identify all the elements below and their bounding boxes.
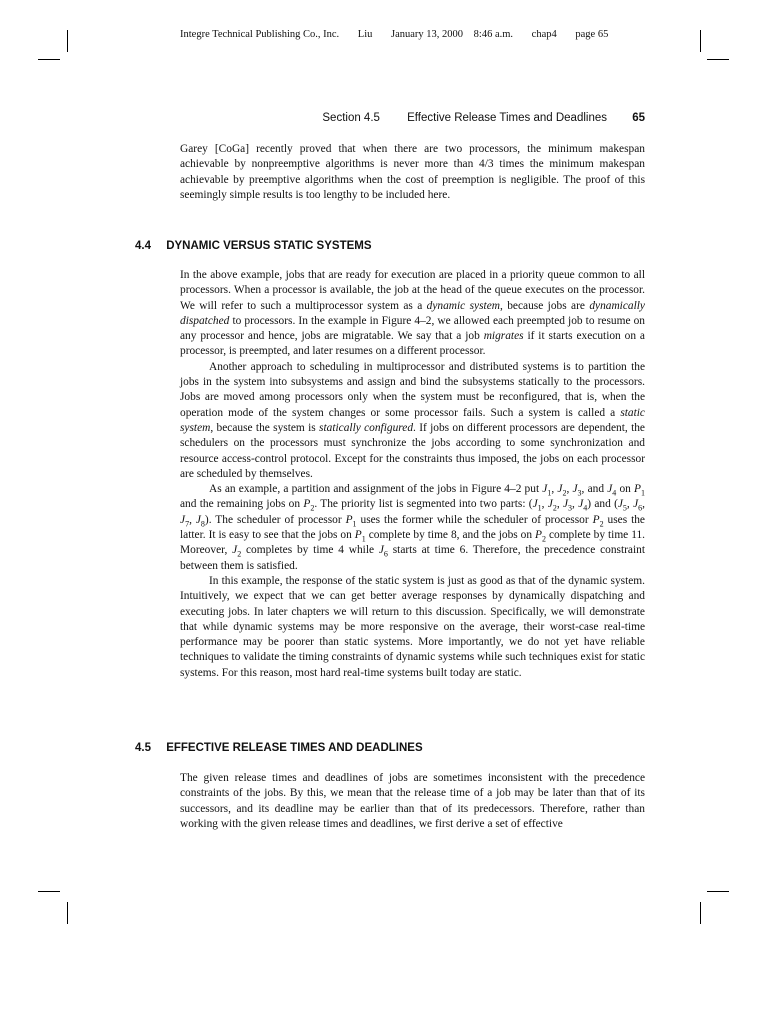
crop-mark-bottom-right-horizontal <box>707 891 729 892</box>
crop-mark-bottom-left-vertical <box>67 902 68 924</box>
page-number: 65 <box>632 112 645 124</box>
term-dynamically-dispatched: dynamically dispatched <box>180 299 645 327</box>
running-head-title: Effective Release Times and Deadlines <box>407 112 607 124</box>
section-4-5-heading <box>135 742 423 754</box>
printer-slug <box>180 29 624 40</box>
section-number: 4.4 <box>135 240 151 252</box>
section-4-4-body <box>180 268 645 681</box>
paragraph-static-system: Another approach to scheduling in multiprocessor and distributed systems is to partition the jobs in the system into subsystems and assign and bind the subsystems statically to the processors. Jobs are moved among processors only when the system must be reconfigured, that is, when the operation mode of the system changes or some processor fails. Such a system is called a static system, because the system is statically configured. If jobs on different processors are dependent, the schedulers on the processors must synchronize the jobs according to some synchronization and resource access-control protocol. Except for the constraints thus imposed, the jobs on each processor are scheduled by themselves. <box>180 360 645 480</box>
section-number: 4.5 <box>135 742 151 754</box>
slug-publisher: Integre Technical Publishing Co., Inc. <box>180 29 340 40</box>
slug-date: January 13, 2000 <box>391 29 464 40</box>
term-static-system: static system <box>180 406 645 434</box>
section-title: DYNAMIC VERSUS STATIC SYSTEMS <box>166 240 372 252</box>
crop-mark-top-left-horizontal <box>38 59 60 60</box>
slug-time: 8:46 a.m. <box>473 29 514 40</box>
section-4-5-body <box>180 771 645 832</box>
slug-author: Liu <box>357 29 373 40</box>
term-migrates: migrates <box>483 330 524 343</box>
paragraph-comparison: In this example, the response of the static system is just as good as that of the dynamic system. Intuitively, we expect that we can get better average responses by dynamically dispatching and executing jobs. In later chapters we will return to this discussion. Specifically, we will demonstrate that while dynamic systems may be more responsive on the average, their worst-case real-time performance may be poorer than static systems. More importantly, we do not yet have reliable techniques to validate the timing constraints of dynamic systems while such techniques exist for static systems. For this reason, most hard real-time systems built today are static. <box>180 574 646 679</box>
crop-mark-top-right-horizontal <box>707 59 729 60</box>
paragraph-dynamic-system: In the above example, jobs that are ready for execution are placed in a priority queue common to all processors. When a processor is available, the job at the head of the queue executes on the processor. We will refer to such a multiprocessor system as a dynamic system, because jobs are dynamically dispatched to processors. In the example in Figure 4–2, we allowed each preempted job to resume on any processor and hence, jobs are migratable. We say that a job migrates if it starts execution on a processor, is preempted, and later resumes on a different processor. <box>180 269 645 358</box>
term-dynamic-system: dynamic system <box>426 299 500 312</box>
running-head <box>322 112 645 124</box>
running-head-section: Section 4.5 <box>322 112 380 124</box>
intro-paragraph: Garey [CoGa] recently proved that when there are two processors, the minimum makespan achievable by nonpreemptive algorithms is never more than 4/3 times the minimum makespan achievable by preemptive algorithms when the cost of preemption is negligible. The proof of this seemingly simple results is too lengthy to be included here. <box>180 143 645 201</box>
section-4-4-heading <box>135 240 372 252</box>
crop-mark-bottom-right-vertical <box>700 902 701 924</box>
crop-mark-bottom-left-horizontal <box>38 891 60 892</box>
slug-page: page 65 <box>575 29 609 40</box>
term-statically-configured: statically configured <box>319 421 414 434</box>
paragraph-release-times: The given release times and deadlines of jobs are sometimes inconsistent with the precedence constraints of the jobs. By this, we mean that the release time of a job may be later than that of its successors, and its deadline may be earlier than that of its predecessors. Therefore, rather than working with the given release times and deadlines, we first derive a set of effective <box>180 772 645 830</box>
crop-mark-top-right-vertical <box>700 30 701 52</box>
crop-mark-top-left-vertical <box>67 30 68 52</box>
intro-text <box>180 142 645 203</box>
slug-chapter: chap4 <box>531 29 557 40</box>
section-title: EFFECTIVE RELEASE TIMES AND DEADLINES <box>166 742 423 754</box>
paragraph-example: As an example, a partition and assignment of the jobs in Figure 4–2 put $J_1$, $J_2$, $J_3$, and $J_4$ on $P_1$ and the remaining jobs on $P_2$. The priority list is segmented into two parts: ($J_1$, $J_2$, $J_3$, $J_4$) and ($J_5$, $J_6$, $J_7$, $J_8$). The scheduler of processor $P_1$ uses the former while the scheduler of processor $P_2$ uses the latter. It is easy to see that the jobs on $P_1$ complete by time 8, and the jobs on $P_2$ complete by time 11. Moreover, $J_2$ completes by time 4 while $J_6$ starts at time 6. Therefore, the precedence constraint between them is satisfied. <box>180 483 646 572</box>
